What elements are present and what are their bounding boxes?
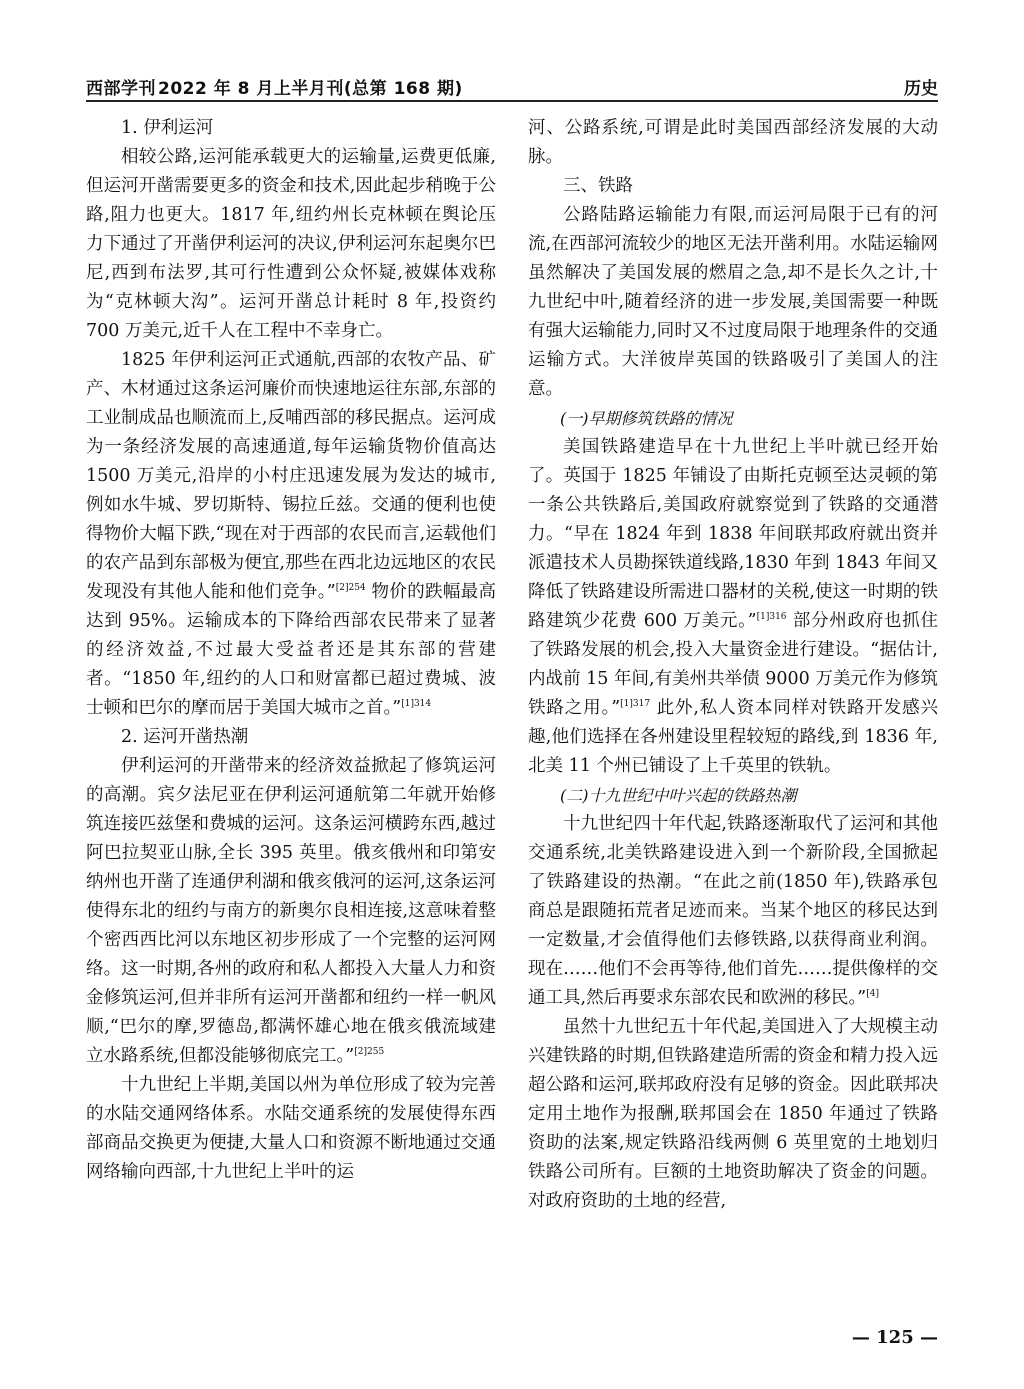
paragraph: 十九世纪上半期,美国以州为单位形成了较为完善的水陆交通网络体系。水陆交通系统的发展使得东西部商品交换更为便捷,大量人口和资源不断地通过交通网络输向西部,十九世纪上半叶的运: [86, 1075, 496, 1182]
section-name: 历史: [904, 79, 938, 99]
issue-label: 2022 年 8 月上半月刊(总第 168 期): [158, 79, 463, 99]
journal-issue: [86, 74, 463, 99]
paragraph: 公路陆路运输能力有限,而运河局限于已有的河流,在西部河流较少的地区无法开凿利用。水陆运输网虽然解决了美国发展的燃眉之急,却不是长久之计,十九世纪中叶,随着经济的进一步发展,美国需要一种既有强大运输能力,同时又不过度局限于地理条件的交通运输方式。大洋彼岸英国的铁路吸引了美国人的注意。: [528, 205, 938, 399]
paragraph: 虽然十九世纪五十年代起,美国进入了大规模主动兴建铁路的时期,但铁路建造所需的资金和精力投入远超公路和运河,联邦政府没有足够的资金。因此联邦决定用土地作为报酬,联邦国会在 1850 年通过了铁路资助的法案,规定铁路沿线两侧 6 英里宽的土地划归铁路公司所有。巨额的土地资助解决了资金的问题。对政府资助的土地的经营,: [528, 1017, 938, 1211]
running-header: [86, 68, 938, 102]
paragraph: 相较公路,运河能承载更大的运输量,运费更低廉,但运河开凿需要更多的资金和技术,因此起步稍晚于公路,阻力也更大。1817 年,纽约州长克林顿在舆论压力下通过了开凿伊利运河的决议,伊利运河东起奥尔巴尼,西到布法罗,其可行性遭到公众怀疑,被媒体戏称为“克林顿大沟”。运河开凿总计耗时 8 年,投资约 700 万美元,近千人在工程中不幸身亡。: [86, 147, 496, 341]
page-number: — 125 —: [851, 1327, 938, 1348]
subheading-canal-boom: 2. 运河开凿热潮: [121, 727, 249, 747]
header-rule: [86, 100, 938, 102]
paragraph: 伊利运河的开凿带来的经济效益掀起了修筑运河的高潮。宾夕法尼亚在伊利运河通航第二年就开始修筑连接匹兹堡和费城的运河。这条运河横跨东西,越过阿巴拉契亚山脉,全长 395 英里。俄亥俄州和印第安纳州也开凿了连通伊利湖和俄亥俄河的运河,这条运河使得东北的纽约与南方的新奥尔良相连接,这意味着整个密西西比河以东地区初步形成了一个完整的运河网络。这一时期,各州的政府和私人都投入大量人力和资金修筑运河,但并非所有运河开凿都和纽约一样一帆风顺,“巴尔的摩,罗德岛,都满怀雄心地在俄亥俄流域建立水路系统,但都没能够彻底完工。”$^{[2]255}$: [86, 756, 496, 1066]
paragraph-continued: 河、公路系统,可谓是此时美国西部经济发展的大动脉。: [528, 118, 938, 167]
citation: [2]254: [335, 583, 366, 594]
subheading-railway-boom: (二)十九世纪中叶兴起的铁路热潮: [560, 786, 797, 805]
right-column: [528, 114, 938, 1216]
left-column: [86, 114, 496, 1187]
paragraph: 美国铁路建造早在十九世纪上半叶就已经开始了。英国于 1825 年铺设了由斯托克顿至达灵顿的第一条公共铁路后,美国政府就察觉到了铁路的交通潜力。“早在 1824 年到 1838 年间联邦政府就出资并派遣技术人员勘探铁道线路,1830 年到 1843 年间又降低了铁路建设所需进口器材的关税,使这一时期的铁路建筑少花费 600 万美元。”$^{[1]316}$ 部分州政府也抓住了铁路发展的机会,投入大量资金进行建设。“据估计,内战前 15 年间,有美州共举债 9000 万美元作为修筑铁路之用。”$^{[1]317}$ 此外,私人资本同样对铁路开发感兴趣,他们选择在各州建设里程较短的路线,到 1836 年,北美 11 个州已铺设了上千英里的铁轨。: [528, 437, 939, 776]
subheading-early-railways: (一)早期修筑铁路的情况: [560, 409, 733, 428]
citation: [2]255: [354, 1047, 385, 1058]
citation: [4]: [866, 989, 880, 1000]
citation: [1]314: [401, 699, 432, 710]
paragraph: 1825 年伊利运河正式通航,西部的农牧产品、矿产、木材通过这条运河廉价而快速地运往东部,东部的工业制成品也顺流而上,反哺西部的移民据点。运河成为一条经济发展的高速通道,每年运输货物价值高达 1500 万美元,沿岸的小村庄迅速发展为发达的城市,例如水牛城、罗切斯特、锡拉丘兹。交通的便利也使得物价大幅下跌,“现在对于西部的农民而言,运载他们的农产品到东部极为便宜,那些在西北边远地区的农民发现没有其他人能和他们竞争。”$^{[2]254}$ 物价的跌幅最高达到 95%。运输成本的下降给西部农民带来了显著的经济效益,不过最大受益者还是其东部的营建者。“1850 年,纽约的人口和财富都已超过费城、波士顿和巴尔的摩而居于美国大城市之首。”$^{[1]314}$: [86, 350, 496, 718]
journal-logo: 西部学刊: [86, 79, 156, 99]
subheading-erie-canal: 1. 伊利运河: [121, 118, 214, 138]
section-heading-railway: 三、铁路: [563, 176, 633, 196]
citation: [1]317: [620, 699, 651, 710]
citation: [1]316: [756, 612, 787, 623]
paragraph: 十九世纪四十年代起,铁路逐渐取代了运河和其他交通系统,北美铁路建设进入到一个新阶段,全国掀起了铁路建设的热潮。“在此之前(1850 年),铁路承包商总是跟随拓荒者足迹而来。当某个地区的移民达到一定数量,才会值得他们去修铁路,以获得商业利润。现在……他们不会再等待,他们首先……提供像样的交通工具,然后再要求东部农民和欧洲的移民。”[4]: [528, 814, 938, 1008]
